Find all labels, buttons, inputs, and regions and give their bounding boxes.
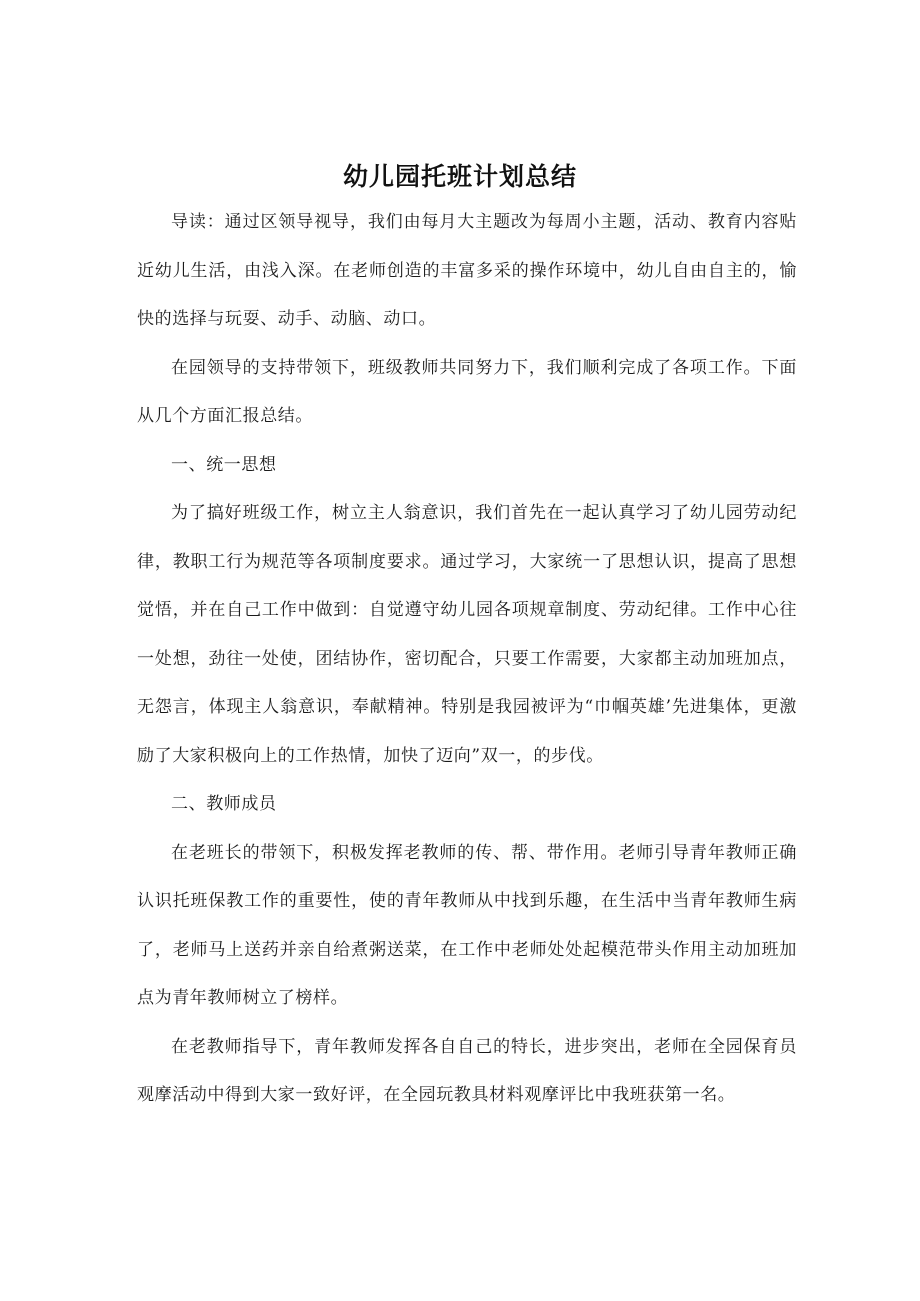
section-heading-2: 二、教师成员 — [171, 794, 277, 814]
paragraph-section-2a: 在老班长的带领下，积极发挥老教师的传、帮、带作用。老师引导青年教师正确认识托班保教工作的重要性，使的青年教师从中找到乐趣，在生活中当青年教师生病了，老师马上送药并亲自给煮粥送菜，在工作中老师处处起模范带头作用主动加班加点为青年教师树立了榜样。 — [137, 842, 797, 1008]
document-body — [137, 198, 797, 1120]
paragraph-section-2b: 在老教师指导下，青年教师发挥各自自己的特长，进步突出，老师在全园保育员观摩活动中得到大家一致好评，在全园玩教具材料观摩评比中我班获第一名。 — [137, 1036, 797, 1105]
section-heading-1: 一、统一思想 — [171, 454, 277, 475]
paragraph-summary: 在园领导的支持带领下，班级教师共同努力下，我们顺利完成了各项工作。下面从几个方面汇报总结。 — [137, 357, 797, 426]
document-title: 幼儿园托班计划总结 — [342, 161, 577, 191]
paragraph-section-1: 为了搞好班级工作，树立主人翁意识，我们首先在一起认真学习了幼儿园劳动纪律，教职工行为规范等各项制度要求。通过学习，大家统一了思想认识，提高了思想觉悟，并在自己工作中做到：自觉遵守幼儿园各项规章制度、劳动纪律。工作中心往一处想，劲往一处使，团结协作，密切配合，只要工作需要，大家都主动加班加点，无怨言，体现主人翁意识，奉献精神。特别是我园被评为“巾帼英雄’先进集体，更激励了大家积极向上的工作热情，加快了迈向”双一，的步伐。 — [137, 503, 797, 766]
paragraph-intro: 导读：通过区领导视导，我们由每月大主题改为每周小主题，活动、教育内容贴近幼儿生活，由浅入深。在老师创造的丰富多采的操作环境中，幼儿自由自主的，愉快的选择与玩耍、动手、动脑、动口。 — [137, 212, 797, 329]
